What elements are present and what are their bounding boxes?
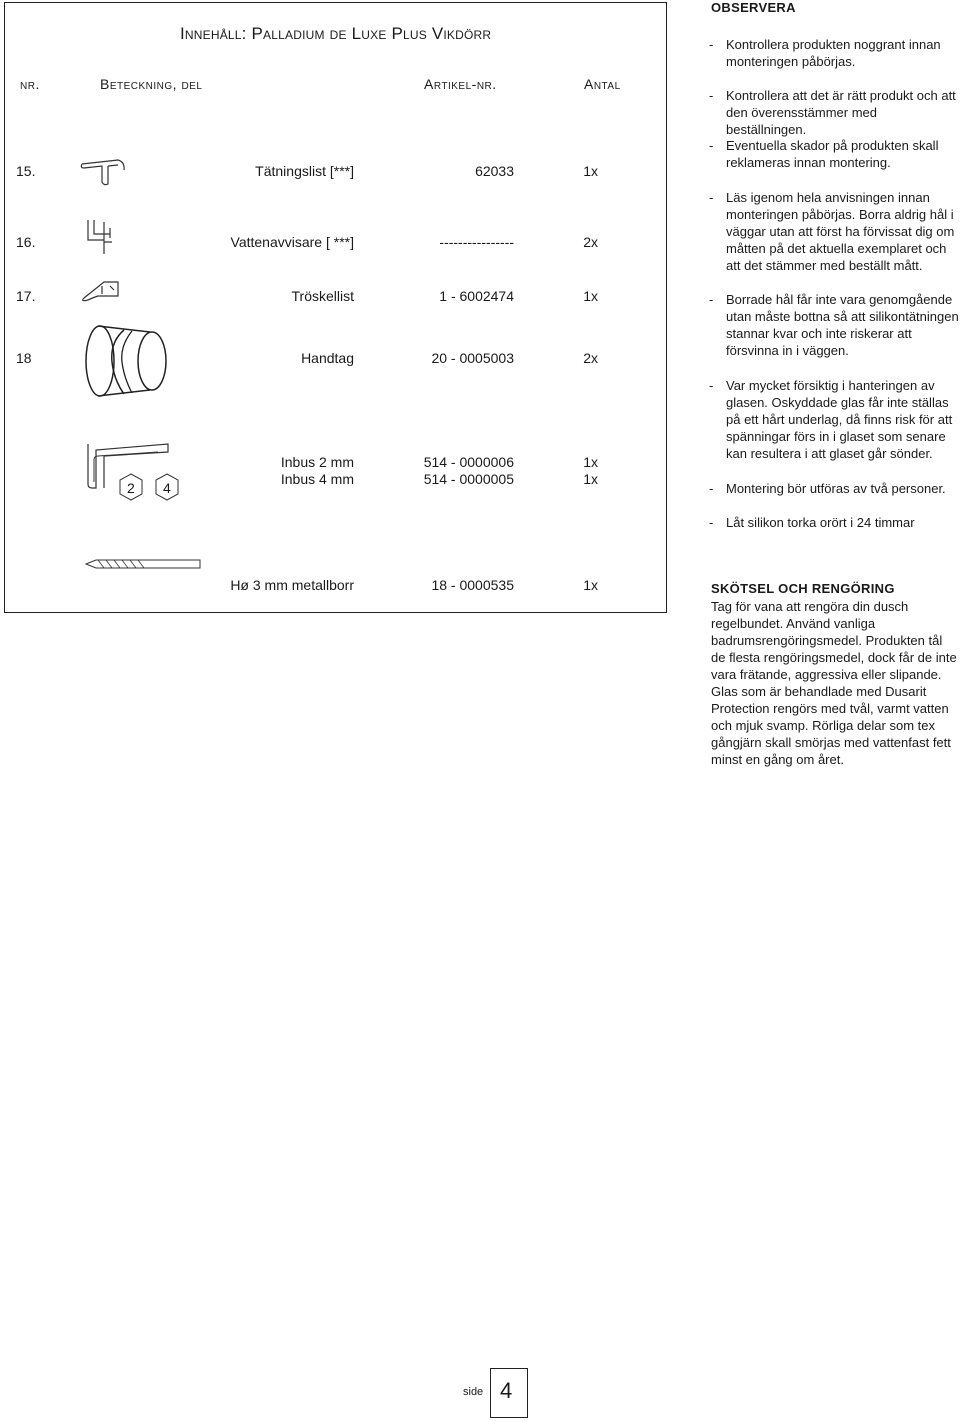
care-body: Tag för vana att rengöra din dusch regelbundet. Använd vanliga badrumsrengöringsmedel. Produkten tål de flesta rengöringsmedel, dock får de inte vara frätande, aggressiva eller slipande. Glas som är behandlade med Dusarit Protection rengörs med tvål, varmt vatten och mjuk svamp. Rörliga delar som tex gångjärn skall smörjas med vattenfast fett minst en gång om året. [711, 599, 957, 767]
row-article: 1 - 6002474 [439, 288, 514, 304]
col-header-article: Artikel-nr. [424, 76, 497, 92]
row-qty: 1x [583, 577, 598, 593]
care-title: SKÖTSEL OCH RENGÖRING [711, 581, 895, 596]
observera-item: - Kontrollera att det är rätt produkt och att den överensstämmer med beställningen. [709, 88, 956, 137]
page-title: Innehåll: Palladium de Luxe Plus Vikdörr [180, 24, 492, 43]
row-name: Hø 3 mm metallborr [230, 577, 354, 593]
row-name: Handtag [301, 350, 354, 366]
row-article: 62033 [475, 163, 514, 179]
col-header-nr: nr. [20, 76, 40, 92]
observera-title: OBSERVERA [711, 0, 796, 15]
row-article: 514 - 0000005 [423, 471, 514, 487]
seal-strip-icon [78, 154, 128, 190]
row-article: 514 - 0000006 [423, 454, 514, 470]
row-qty: 1x [583, 454, 598, 470]
row-qty: 2x [583, 234, 598, 250]
row-name: Tröskellist [291, 288, 354, 304]
observera-item: - Borrade hål får inte vara genomgående utan måste bottna så att silikontätningen stannar kvar och inte riskerar att försvinna in i väggen. [709, 292, 959, 358]
row-nr: 16. [16, 234, 36, 250]
row-qty: 1x [583, 163, 598, 179]
row-qty: 1x [583, 471, 598, 487]
row-name: Tätningslist [***] [255, 163, 354, 179]
col-header-name: Beteckning, del [100, 76, 203, 92]
hex-label-2: 2 [127, 480, 135, 496]
row-name: Vattenavvisare [ ***] [230, 234, 354, 250]
water-deflector-icon [84, 218, 116, 258]
parts-table-frame [4, 2, 667, 613]
row-article: 18 - 0000535 [431, 577, 514, 593]
row-qty: 2x [583, 350, 598, 366]
hex-label-4: 4 [163, 480, 171, 496]
observera-item: - Låt silikon torka orört i 24 timmar [709, 515, 915, 530]
observera-item: - Kontrollera produkten noggrant innan monteringen påbörjas. [709, 37, 941, 69]
observera-item: - Läs igenom hela anvisningen innan monteringen påbörjas. Borra aldrig hål i väggar utan att först ha förvissat dig om måtten på det aktuella exemplaret och att det stämmer med beställt mått. [709, 190, 955, 273]
row-nr: 18 [16, 350, 32, 366]
row-nr: 17. [16, 288, 36, 304]
row-article: ---------------- [439, 234, 514, 250]
row-name: Inbus 2 mm [280, 454, 354, 470]
observera-item: - Var mycket försiktig i hanteringen av glasen. Oskyddade glas får inte ställas på ett hårt underlag, då finns risk för att spänningar förs in i glaset som senare kan resultera i att glaset går sönder. [709, 378, 953, 461]
handle-icon [84, 322, 180, 402]
row-qty: 1x [583, 288, 598, 304]
col-header-qty: Antal [584, 76, 621, 92]
threshold-strip-icon [78, 276, 124, 304]
row-name: Inbus 4 mm [280, 471, 354, 487]
observera-item: - Montering bör utföras av två personer. [709, 481, 946, 496]
drill-bit-icon [84, 558, 204, 570]
footer-side-label: side [463, 1386, 484, 1398]
row-article: 20 - 0005003 [431, 350, 514, 366]
row-nr: 15. [16, 163, 36, 179]
observera-item: - Eventuella skador på produkten skall reklameras innan montering. [709, 138, 939, 170]
page-number: 4 [500, 1378, 513, 1403]
